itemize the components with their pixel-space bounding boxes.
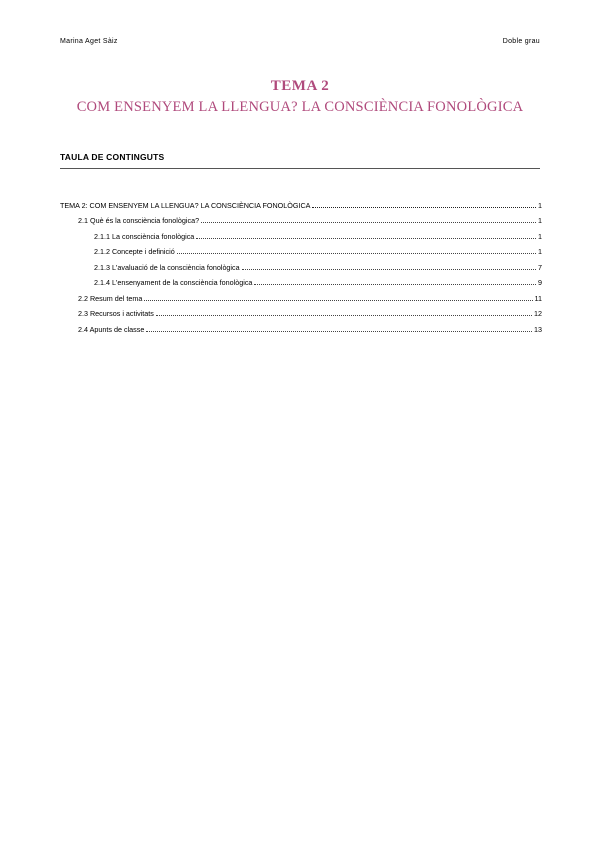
- toc-entry-label: 2.1.2 Concepte i definició: [94, 247, 175, 256]
- toc-entry-label: 2.1.1 La consciència fonològica: [94, 231, 195, 241]
- toc-entry-label: 2.3 Recursos i activitats: [78, 309, 154, 318]
- toc-entry-2-1[interactable]: [60, 210, 542, 226]
- toc-entry-2-4[interactable]: [60, 318, 542, 334]
- toc-leader-dots: [254, 284, 536, 285]
- toc-entry-page: 1: [538, 216, 542, 225]
- toc-entry-2-2[interactable]: [60, 287, 542, 303]
- toc-leader-dots: [201, 222, 536, 223]
- toc-entry-label: 2.1.3 L'avaluació de la consciència fonològica: [94, 262, 240, 272]
- toc-entry-label: 2.1.4 L'ensenyament de la consciència fonològica: [94, 278, 253, 287]
- toc-entry-page: 12: [534, 309, 542, 318]
- toc-entry-page: 13: [534, 324, 542, 334]
- header-degree: Doble grau: [502, 38, 540, 45]
- toc-entry-tema-2[interactable]: [60, 194, 542, 210]
- toc-leader-dots: [146, 331, 532, 332]
- toc-entry-label: 2.2 Resum del tema: [78, 293, 143, 303]
- toc-leader-dots: [144, 300, 532, 301]
- toc-entry-page: 9: [538, 278, 542, 287]
- toc-leader-dots: [312, 207, 536, 208]
- toc-entry-2-1-1[interactable]: [60, 225, 542, 241]
- toc-entry-label: 2.4 Apunts de classe: [78, 324, 145, 334]
- toc-entry-page: 1: [538, 200, 542, 210]
- toc-divider: [60, 168, 540, 169]
- toc-entry-page: 1: [538, 231, 542, 241]
- toc-heading: TAULA DE CONTINGUTS: [60, 152, 165, 162]
- toc-entry-2-1-3[interactable]: [60, 256, 542, 272]
- toc-leader-dots: [177, 253, 536, 254]
- title-block: [0, 76, 600, 117]
- toc-entry-page: 7: [538, 262, 542, 272]
- toc-entry-page: 11: [534, 293, 542, 303]
- page-subtitle: COM ENSENYEM LA LLENGUA? LA CONSCIÈNCIA FONOLÒGICA: [76, 99, 524, 115]
- toc-leader-dots: [156, 315, 532, 316]
- toc-entry-label: 2.1 Què és la consciència fonològica?: [78, 216, 200, 225]
- toc-entry-2-3[interactable]: [60, 303, 542, 319]
- toc-leader-dots: [196, 238, 536, 239]
- toc-entry-page: 1: [538, 247, 542, 256]
- toc-entry-2-1-4[interactable]: [60, 272, 542, 288]
- toc-entry-label: TEMA 2: COM ENSENYEM LA LLENGUA? LA CONSCIÈNCIA FONOLÒGICA: [60, 200, 311, 210]
- page-title: TEMA 2: [270, 78, 330, 94]
- toc-leader-dots: [242, 269, 536, 270]
- header-author: Marina Aget Sàiz: [60, 38, 118, 45]
- table-of-contents: [60, 194, 542, 334]
- toc-entry-2-1-2[interactable]: [60, 241, 542, 257]
